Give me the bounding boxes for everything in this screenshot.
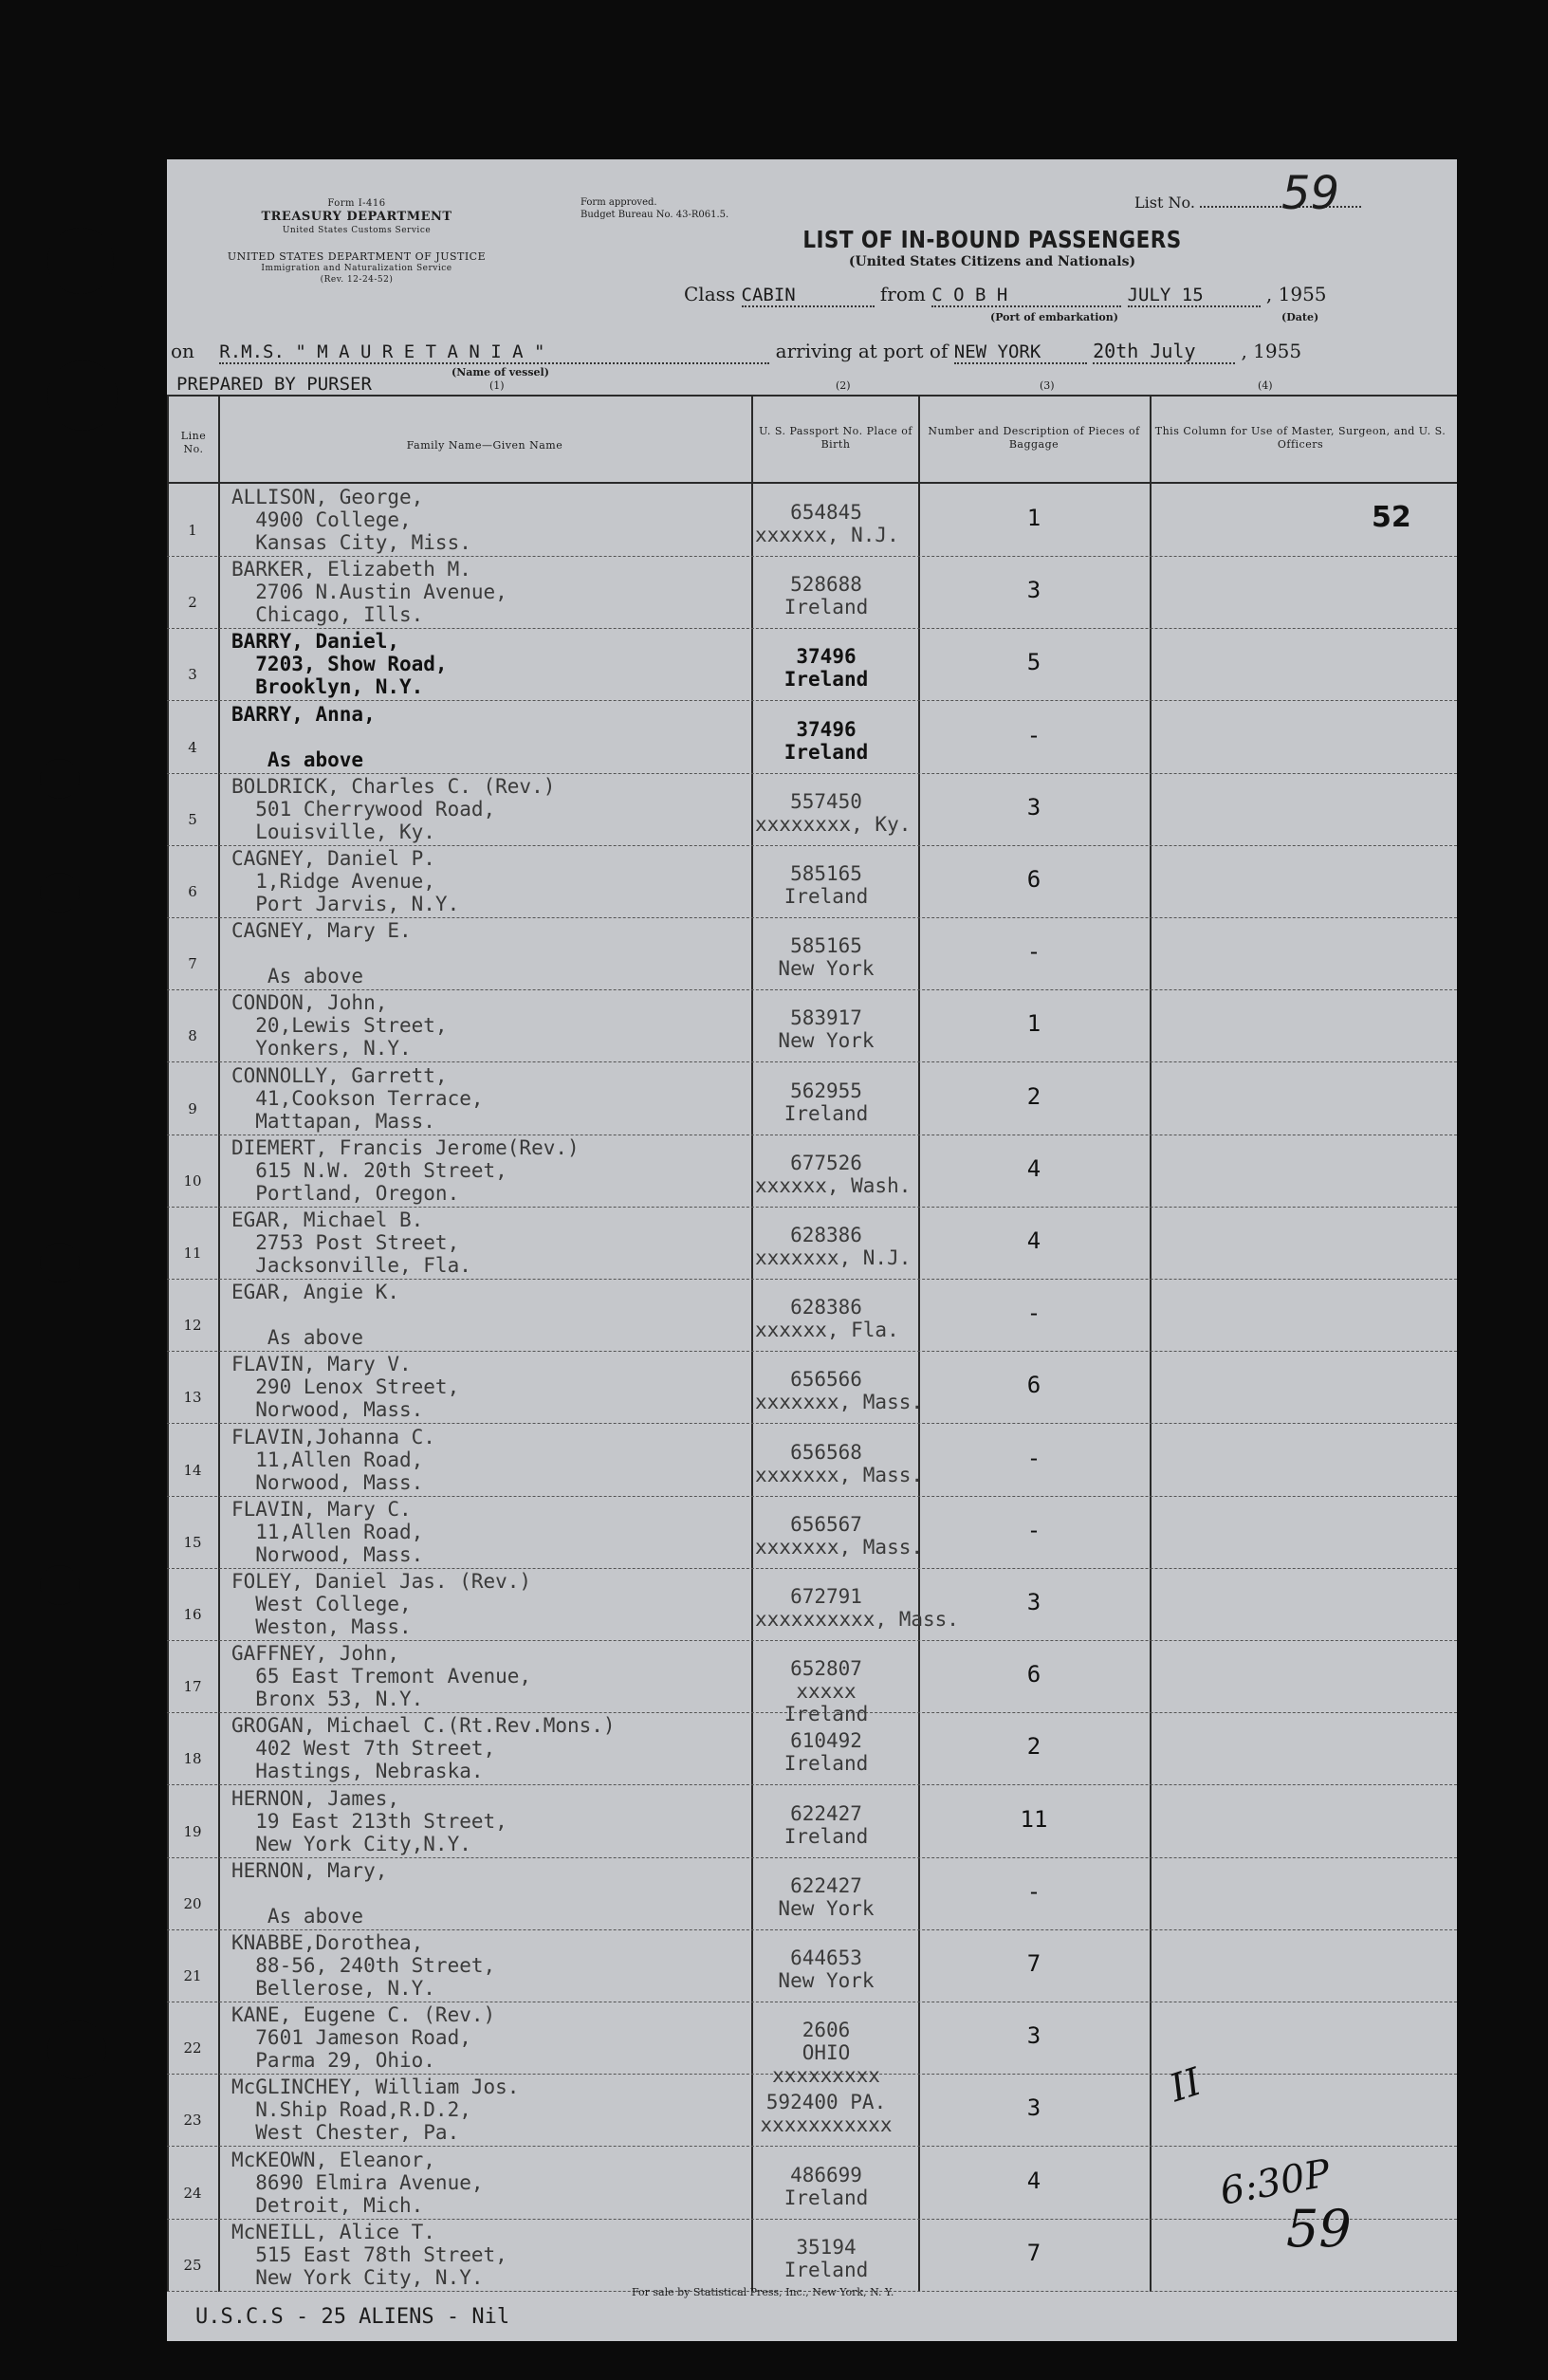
passenger-name-address: EGAR, Michael B. 2753 Post Street, Jacksonville, Fla. bbox=[231, 1208, 471, 1277]
passenger-name-address: KANE, Eugene C. (Rev.) 7601 Jameson Road, Parma 29, Ohio. bbox=[231, 2003, 496, 2073]
col-header-baggage: Number and Description of Pieces of Baggage bbox=[928, 425, 1140, 451]
passport-birthplace: 656566 xxxxxxx, Mass. bbox=[755, 1368, 924, 1414]
arriving-label: arriving at port of bbox=[775, 340, 949, 362]
punch-hole bbox=[47, 2020, 106, 2079]
class-line bbox=[684, 283, 1327, 307]
col-num-2: (2) bbox=[836, 379, 851, 392]
baggage-count: - bbox=[1026, 938, 1041, 966]
passenger-name-address: FLAVIN, Mary C. 11,Allen Road, Norwood, Mass. bbox=[231, 1497, 424, 1566]
passenger-name-address: McNEILL, Alice T. 515 East 78th Street, New York City, N.Y. bbox=[231, 2220, 507, 2289]
line-number: 19 bbox=[183, 1822, 202, 1840]
port-caption: (Port of embarkation) bbox=[990, 311, 1118, 323]
line-number: 24 bbox=[183, 2184, 202, 2202]
passenger-name-address: FOLEY, Daniel Jas. (Rev.) West College, Weston, Mass. bbox=[231, 1570, 532, 1638]
passenger-name-address: McGLINCHEY, William Jos. N.Ship Road,R.D.2, West Chester, Pa. bbox=[231, 2076, 520, 2145]
baggage-count: 6 bbox=[1026, 1661, 1041, 1688]
line-number: 12 bbox=[183, 1317, 202, 1335]
on-label: on bbox=[171, 340, 194, 362]
arrival-date: 20th July bbox=[1093, 340, 1235, 364]
justice-dept: UNITED STATES DEPARTMENT OF JUSTICE bbox=[227, 249, 487, 263]
vessel-caption: (Name of vessel) bbox=[452, 366, 549, 378]
passenger-name-address: BOLDRICK, Charles C. (Rev.) 501 Cherrywood Road, Louisville, Ky. bbox=[231, 774, 556, 843]
table-row bbox=[167, 1857, 1457, 1930]
baggage-count: 3 bbox=[1026, 577, 1041, 604]
handwritten-page-number: 59 bbox=[1286, 2199, 1352, 2259]
baggage-count: 5 bbox=[1026, 649, 1041, 676]
table-row bbox=[167, 1207, 1457, 1280]
passport-birthplace: 585165 New York bbox=[778, 934, 875, 981]
passenger-list-form bbox=[167, 159, 1457, 2341]
line-number: 14 bbox=[183, 1461, 202, 1479]
punch-hole bbox=[47, 360, 118, 431]
immigration-service: Immigration and Naturalization Service bbox=[261, 263, 452, 273]
passport-birthplace: 622427 Ireland bbox=[783, 1801, 869, 1848]
line-number: 3 bbox=[188, 666, 197, 684]
passenger-name-address: BARKER, Elizabeth M. 2706 N.Austin Avenue, Chicago, Ills. bbox=[231, 558, 507, 627]
baggage-count: - bbox=[1026, 1516, 1041, 1543]
prepared-by: PREPARED BY PURSER bbox=[176, 374, 372, 395]
line-number: 2 bbox=[188, 594, 197, 612]
passport-birthplace: 562955 Ireland bbox=[783, 1079, 869, 1125]
baggage-count: 3 bbox=[1026, 1589, 1041, 1615]
baggage-count: 4 bbox=[1026, 1227, 1041, 1254]
line-number: 18 bbox=[183, 1750, 202, 1768]
col-header-name: Family Name—Given Name bbox=[406, 439, 563, 452]
officer-note: 52 bbox=[1372, 501, 1411, 534]
baggage-count: 4 bbox=[1026, 1154, 1041, 1182]
punch-hole bbox=[47, 228, 114, 294]
table-row bbox=[167, 556, 1457, 629]
passport-birthplace: 592400 PA. xxxxxxxxxxx bbox=[760, 2091, 893, 2137]
table-row bbox=[167, 1135, 1457, 1208]
form-title: LIST OF IN-BOUND PASSENGERS bbox=[802, 226, 1182, 253]
form-subtitle: (United States Citizens and Nationals) bbox=[848, 254, 1136, 269]
passenger-name-address: CONDON, John, 20,Lewis Street, Yonkers, N.Y. bbox=[231, 991, 448, 1061]
passport-birthplace: 583917 New York bbox=[778, 1006, 875, 1053]
line-number: 7 bbox=[188, 955, 197, 973]
customs-service: United States Customs Service bbox=[282, 225, 432, 235]
col-num-4: (4) bbox=[1258, 379, 1273, 392]
line-number: 10 bbox=[183, 1172, 202, 1190]
table-row bbox=[167, 1062, 1457, 1135]
baggage-count: 1 bbox=[1026, 1010, 1041, 1038]
table-row bbox=[167, 701, 1457, 774]
form-number: Form I-416 bbox=[327, 198, 386, 209]
table-row bbox=[167, 917, 1457, 990]
baggage-count: 7 bbox=[1026, 2239, 1041, 2266]
baggage-count: 6 bbox=[1026, 866, 1041, 893]
from-label: from bbox=[879, 283, 926, 305]
table-row bbox=[167, 1568, 1457, 1641]
line-number: 13 bbox=[183, 1389, 202, 1407]
passport-birthplace: 557450 xxxxxxxx, Ky. bbox=[755, 789, 912, 836]
passenger-name-address: EGAR, Angie K. As above bbox=[231, 1281, 400, 1350]
line-number: 22 bbox=[183, 2039, 202, 2057]
punch-hole bbox=[40, 1243, 80, 1282]
table-row bbox=[167, 2074, 1457, 2147]
class-label: Class bbox=[684, 283, 736, 305]
passenger-name-address: BARRY, Daniel, 7203, Show Road, Brooklyn, N.Y. bbox=[231, 630, 448, 699]
passport-birthplace: 656568 xxxxxxx, Mass. bbox=[755, 1440, 924, 1486]
passport-birthplace: 2606 OHIO xxxxxxxxx bbox=[772, 2019, 880, 2088]
col-num-1: (1) bbox=[489, 379, 505, 392]
table-row bbox=[167, 773, 1457, 846]
table-row bbox=[167, 628, 1457, 701]
line-number: 8 bbox=[188, 1027, 197, 1045]
passport-birthplace: 528688 Ireland bbox=[783, 573, 869, 619]
table-row bbox=[167, 1785, 1457, 1858]
passport-birthplace: 610492 Ireland bbox=[783, 1729, 869, 1776]
punch-hole bbox=[40, 2229, 78, 2267]
baggage-count: - bbox=[1026, 1444, 1041, 1471]
port-of-embarkation: C O B H bbox=[931, 285, 1121, 307]
passport-birthplace: 628386 xxxxxx, Fla. bbox=[755, 1296, 899, 1342]
passport-birthplace: 622427 New York bbox=[778, 1873, 875, 1920]
table-row bbox=[167, 1424, 1457, 1497]
passenger-name-address: GROGAN, Michael C.(Rt.Rev.Mons.) 402 West 7th Street, Hastings, Nebraska. bbox=[231, 1714, 616, 1783]
baggage-count: 4 bbox=[1026, 2167, 1041, 2194]
line-number: 16 bbox=[183, 1606, 202, 1623]
line-number: 17 bbox=[183, 1678, 202, 1696]
passport-birthplace: 652807 xxxxx Ireland bbox=[783, 1657, 869, 1726]
line-number: 21 bbox=[183, 1967, 202, 1984]
line-number: 5 bbox=[188, 810, 197, 828]
list-number bbox=[1134, 167, 1361, 220]
class-value: CABIN bbox=[742, 285, 875, 307]
baggage-count: - bbox=[1026, 721, 1041, 748]
table-row bbox=[167, 1279, 1457, 1352]
baggage-count: - bbox=[1026, 1300, 1041, 1327]
passenger-name-address: DIEMERT, Francis Jerome(Rev.) 615 N.W. 20th Street, Portland, Oregon. bbox=[231, 1135, 580, 1205]
table-row bbox=[167, 1640, 1457, 1726]
budget-bureau-no: Budget Bureau No. 43-R061.5. bbox=[580, 209, 729, 220]
table-row bbox=[167, 1351, 1457, 1424]
line-number: 11 bbox=[183, 1245, 202, 1262]
passport-birthplace: 37496 Ireland bbox=[783, 717, 869, 764]
col-header-officers: This Column for Use of Master, Surgeon, and U. S. Officers bbox=[1154, 425, 1447, 451]
passenger-name-address: CAGNEY, Daniel P. 1,Ridge Avenue, Port Jarvis, N.Y. bbox=[231, 847, 460, 915]
table-row bbox=[167, 1929, 1457, 2002]
sale-note: For sale by Statistical Press, Inc., New York, N. Y. bbox=[632, 2286, 894, 2298]
passport-birthplace: 585165 Ireland bbox=[783, 862, 869, 908]
passport-birthplace: 654845 xxxxxx, N.J. bbox=[755, 501, 899, 546]
table-row bbox=[167, 1712, 1457, 1785]
passport-birthplace: 35194 Ireland bbox=[783, 2235, 869, 2281]
passport-birthplace: 486699 Ireland bbox=[783, 2163, 869, 2209]
handwritten-sign-text: II bbox=[1164, 2059, 1207, 2112]
baggage-count: 7 bbox=[1026, 1950, 1041, 1977]
table-row bbox=[167, 845, 1457, 918]
line-number: 20 bbox=[183, 1894, 202, 1912]
passenger-name-address: McKEOWN, Eleanor, 8690 Elmira Avenue, Detroit, Mich. bbox=[231, 2148, 484, 2217]
passport-birthplace: 628386 xxxxxxx, N.J. bbox=[755, 1224, 912, 1269]
line-number: 25 bbox=[183, 2256, 202, 2274]
passenger-name-address: BARRY, Anna, As above bbox=[231, 702, 376, 771]
passenger-name-address: ALLISON, George, 4900 College, Kansas City, Miss. bbox=[231, 486, 471, 554]
passenger-name-address: FLAVIN,Johanna C. 11,Allen Road, Norwood, Mass. bbox=[231, 1425, 435, 1494]
revision-date: (Rev. 12-24-52) bbox=[320, 274, 394, 285]
arrival-port: NEW YORK bbox=[954, 341, 1087, 364]
punch-hole bbox=[40, 873, 80, 913]
punch-hole bbox=[40, 759, 80, 799]
embarkation-year: , 1955 bbox=[1265, 283, 1327, 305]
line-number: 4 bbox=[188, 738, 197, 756]
col-num-3: (3) bbox=[1040, 379, 1055, 392]
baggage-count: 11 bbox=[1020, 1805, 1048, 1833]
table-row bbox=[167, 484, 1457, 557]
passenger-name-address: CAGNEY, Mary E. As above bbox=[231, 919, 412, 988]
col-header-line: Line No. bbox=[180, 430, 207, 455]
table-row bbox=[167, 2219, 1457, 2292]
embarkation-date: JULY 15 bbox=[1128, 285, 1261, 307]
form-approval bbox=[580, 197, 728, 221]
line-number: 6 bbox=[188, 883, 197, 900]
line-number: 1 bbox=[188, 522, 197, 539]
date-caption: (Date) bbox=[1281, 311, 1319, 323]
passenger-name-address: GAFFNEY, John, 65 East Tremont Avenue, Bronx 53, N.Y. bbox=[231, 1642, 532, 1711]
passport-birthplace: 37496 Ireland bbox=[783, 645, 869, 692]
baggage-count: 3 bbox=[1026, 793, 1041, 821]
passport-birthplace: 672791 xxxxxxxxxx, Mass. bbox=[755, 1585, 959, 1631]
footer-aliens-note: U.S.C.S - 25 ALIENS - Nil bbox=[195, 2305, 510, 2329]
passenger-name-address: HERNON, James, 19 East 213th Street, New York City,N.Y. bbox=[231, 1786, 507, 1855]
passenger-name-address: FLAVIN, Mary V. 290 Lenox Street, Norwood, Mass. bbox=[231, 1353, 460, 1422]
vessel-name: R.M.S. " M A U R E T A N I A " bbox=[219, 341, 769, 364]
col-header-passport: U. S. Passport No. Place of Birth bbox=[759, 425, 912, 451]
baggage-count: - bbox=[1026, 1877, 1041, 1905]
passport-birthplace: 656567 xxxxxxx, Mass. bbox=[755, 1512, 924, 1559]
baggage-count: 3 bbox=[1026, 2022, 1041, 2050]
table-row bbox=[167, 1496, 1457, 1569]
form-approved-text: Form approved. bbox=[580, 197, 657, 208]
table-row bbox=[167, 989, 1457, 1062]
passenger-name-address: HERNON, Mary, As above bbox=[231, 1858, 388, 1928]
baggage-count: 2 bbox=[1026, 1082, 1041, 1110]
treasury-dept: TREASURY DEPARTMENT bbox=[261, 210, 452, 224]
vessel-line bbox=[171, 340, 1301, 364]
line-number: 23 bbox=[183, 2112, 202, 2130]
punch-hole bbox=[40, 1565, 80, 1605]
baggage-count: 1 bbox=[1026, 505, 1041, 531]
agency-header bbox=[186, 197, 527, 286]
baggage-count: 6 bbox=[1026, 1372, 1041, 1399]
baggage-count: 2 bbox=[1026, 1733, 1041, 1761]
passport-birthplace: 677526 xxxxxx, Wash. bbox=[755, 1151, 912, 1197]
line-number: 15 bbox=[183, 1533, 202, 1551]
list-no-value: 59 bbox=[1281, 167, 1340, 220]
arrival-year: , 1955 bbox=[1241, 340, 1302, 362]
line-number: 9 bbox=[188, 1099, 197, 1117]
list-no-label: List No. bbox=[1134, 194, 1195, 212]
handwritten-time: 6:30P bbox=[1216, 2151, 1334, 2214]
passport-birthplace: 644653 New York bbox=[778, 1946, 875, 1992]
passenger-name-address: KNABBE,Dorothea, 88-56, 240th Street, Bellerose, N.Y. bbox=[231, 1931, 496, 2000]
baggage-count: 3 bbox=[1026, 2094, 1041, 2122]
passenger-name-address: CONNOLLY, Garrett, 41,Cookson Terrace, Mattapan, Mass. bbox=[231, 1063, 484, 1133]
